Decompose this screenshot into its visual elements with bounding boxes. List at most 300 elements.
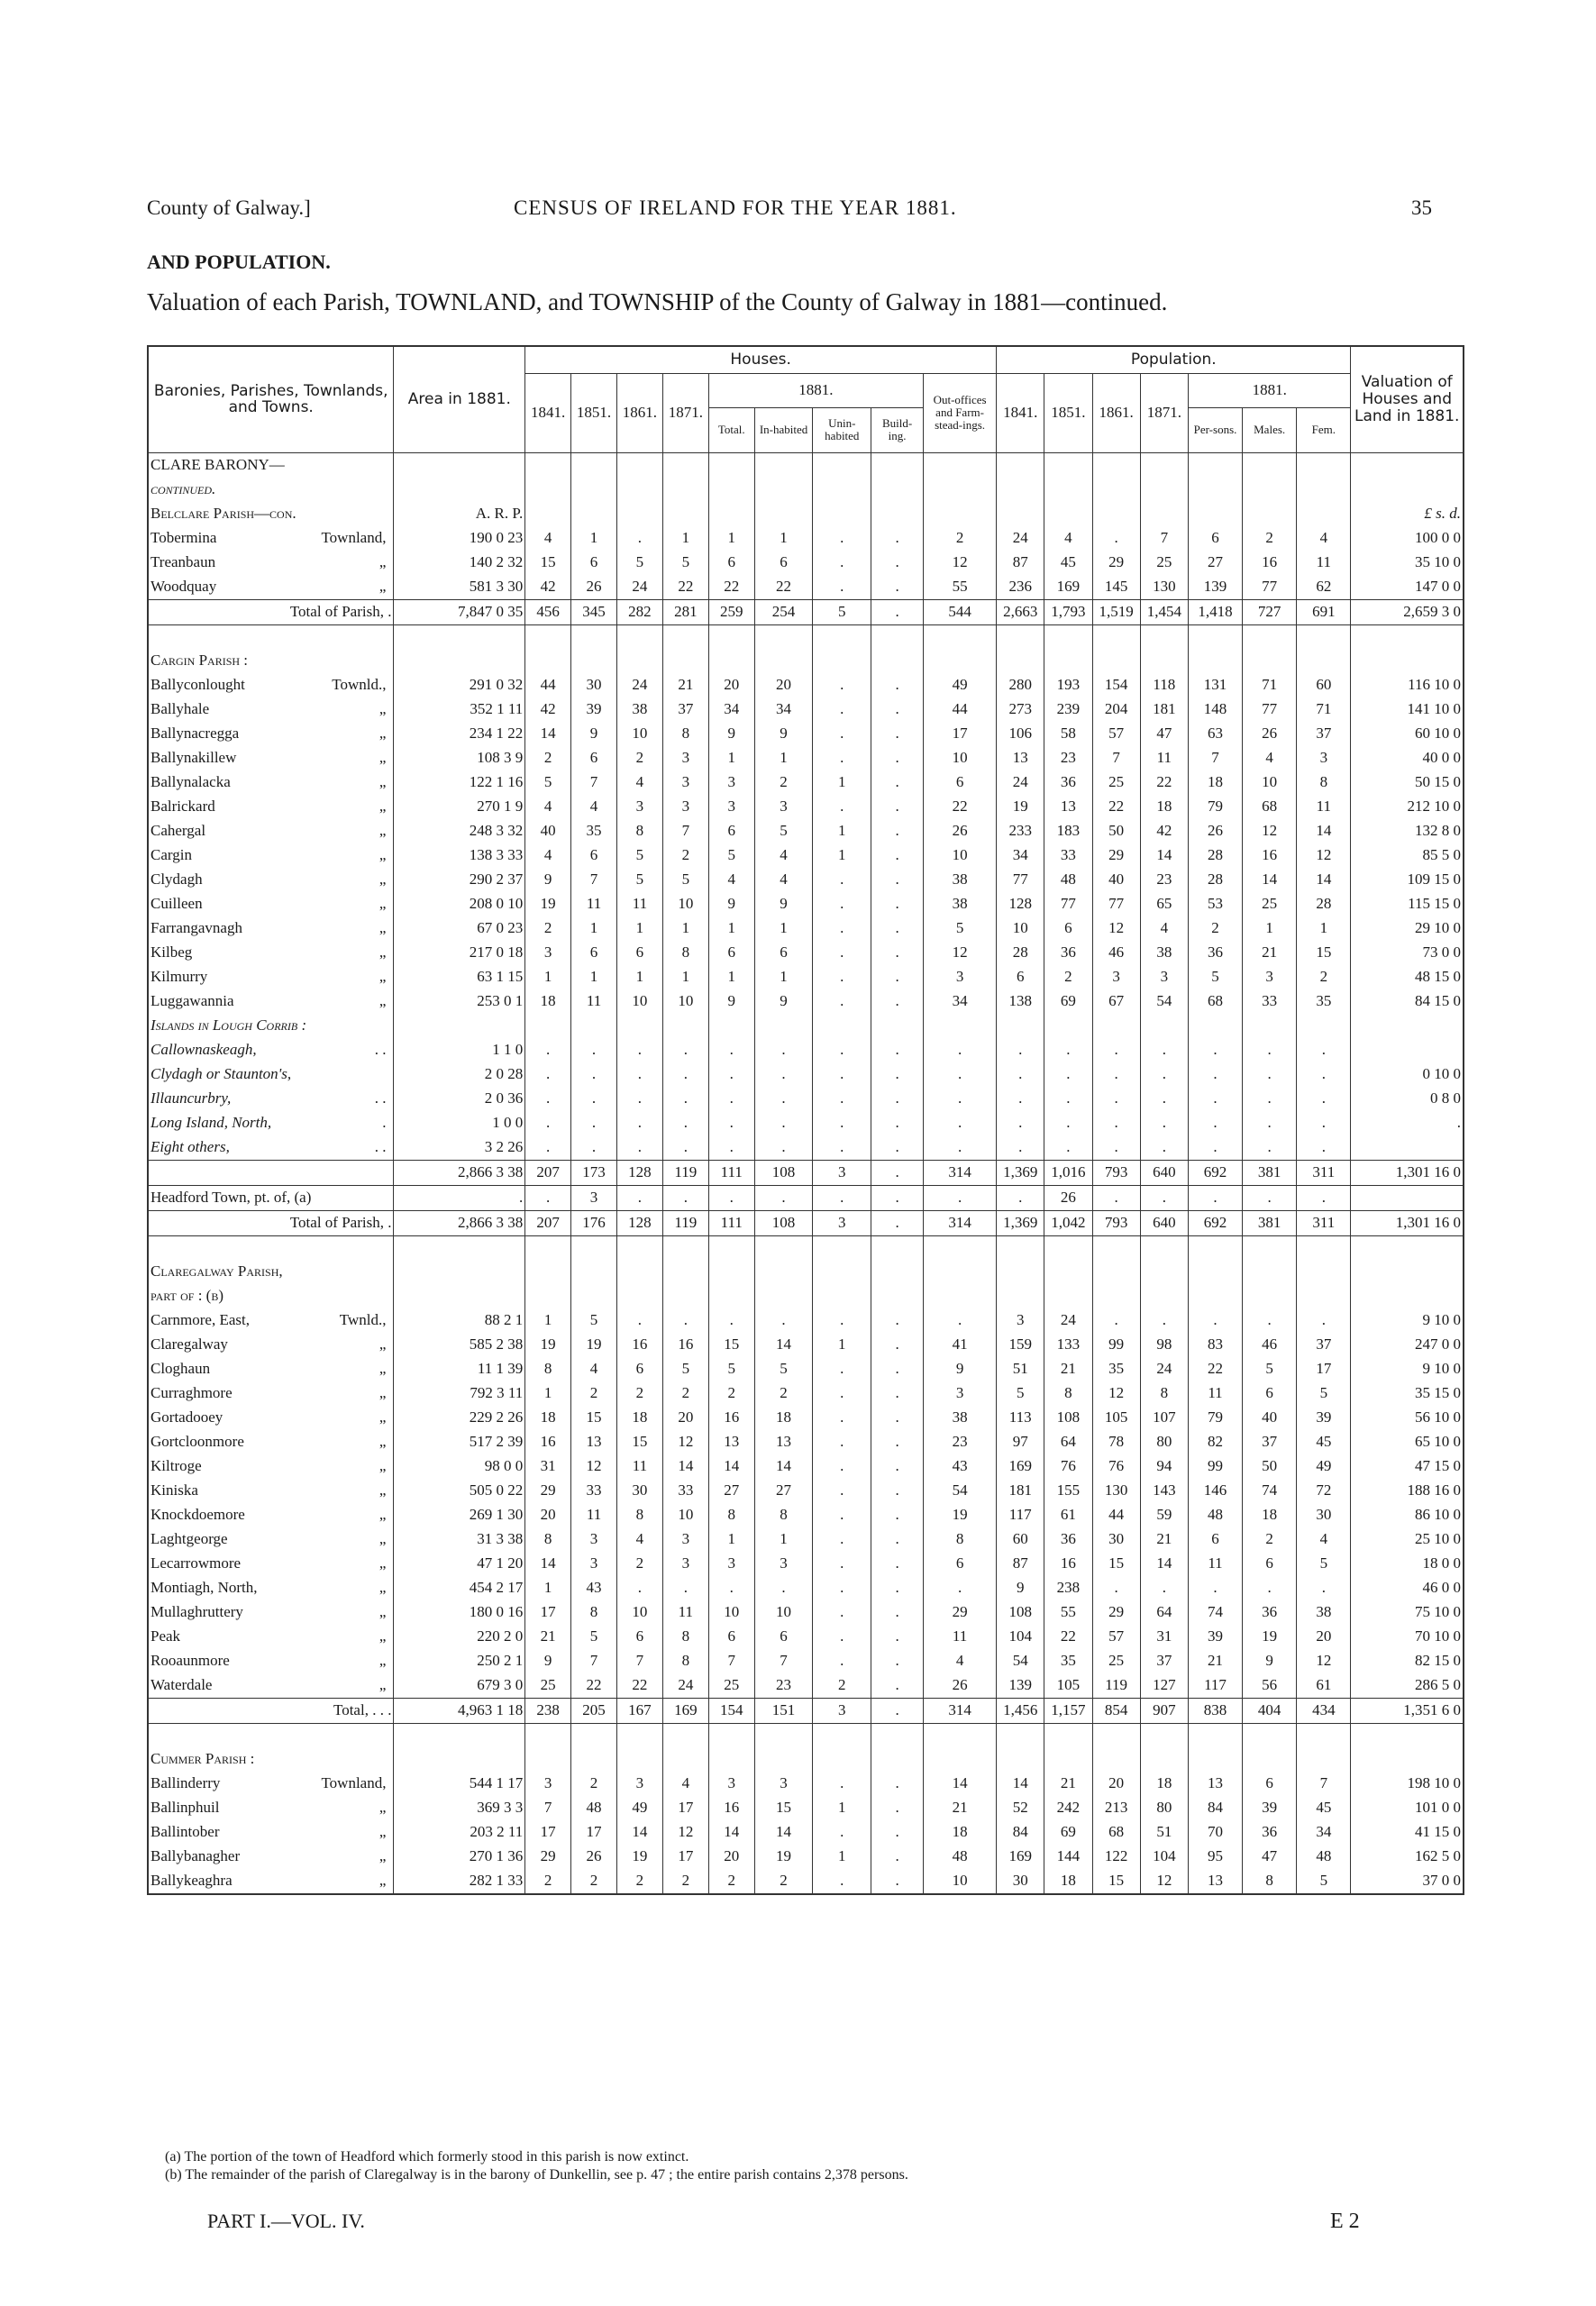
valuation-cell: 162 5 0: [1351, 1845, 1464, 1869]
data-cell: 29: [1092, 551, 1140, 575]
table-row: [148, 1479, 1464, 1503]
data-cell: 3: [813, 1698, 871, 1723]
area-cell: 47 1 20: [394, 1552, 525, 1576]
data-cell: 6: [754, 941, 813, 965]
data-cell: 1: [813, 770, 871, 795]
data-cell: 1: [616, 916, 662, 941]
data-cell: 3: [571, 1527, 617, 1552]
data-cell: 11: [1188, 1552, 1242, 1576]
data-cell: 13: [997, 746, 1044, 770]
data-cell: 9: [708, 722, 754, 746]
data-cell: 14: [924, 1772, 997, 1796]
data-cell: 1,793: [1044, 599, 1092, 624]
data-cell: .: [1297, 1062, 1351, 1087]
data-cell: 456: [525, 599, 571, 624]
data-cell: .: [1243, 1576, 1297, 1600]
empty-cell: [1243, 502, 1297, 526]
empty-cell: [1140, 1723, 1188, 1747]
valuation-cell: 0 8 0: [1351, 1087, 1464, 1111]
data-cell: .: [1092, 1185, 1140, 1210]
total-row: [148, 599, 1464, 624]
data-cell: 4: [1243, 746, 1297, 770]
empty-cell: [924, 1235, 997, 1260]
data-cell: 40: [525, 819, 571, 843]
total-row: [148, 1698, 1464, 1723]
data-cell: 3: [662, 1527, 708, 1552]
data-cell: .: [871, 1308, 924, 1333]
data-cell: 29: [525, 1845, 571, 1869]
data-cell: 280: [997, 673, 1044, 697]
area-cell: 122 1 16: [394, 770, 525, 795]
data-cell: 12: [662, 1430, 708, 1454]
place-name: Ballintober: [150, 1823, 220, 1840]
data-cell: .: [871, 526, 924, 551]
data-cell: 8: [662, 1625, 708, 1649]
data-cell: 23: [1044, 746, 1092, 770]
data-cell: .: [1188, 1111, 1242, 1135]
empty-cell: [997, 1284, 1044, 1308]
data-cell: 38: [1140, 941, 1188, 965]
data-cell: 169: [997, 1454, 1044, 1479]
row-label: [148, 1772, 394, 1796]
empty-cell: [813, 1284, 871, 1308]
area-cell: 585 2 38: [394, 1333, 525, 1357]
area-cell: 544 1 17: [394, 1772, 525, 1796]
row-label: [148, 1479, 394, 1503]
data-cell: 50: [1092, 819, 1140, 843]
data-cell: 26: [1243, 722, 1297, 746]
empty-cell: [813, 624, 871, 649]
data-cell: 6: [1188, 526, 1242, 551]
data-cell: 6: [754, 1625, 813, 1649]
empty-cell: [924, 1723, 997, 1747]
data-cell: .: [1297, 1576, 1351, 1600]
data-cell: .: [708, 1185, 754, 1210]
row-label: [148, 1503, 394, 1527]
data-cell: .: [1297, 1308, 1351, 1333]
census-title: CENSUS OF IRELAND FOR THE YEAR 1881.: [514, 196, 957, 219]
row-label: [148, 1698, 394, 1723]
empty-cell: [997, 1014, 1044, 1038]
empty-cell: [1092, 1284, 1140, 1308]
data-cell: .: [871, 551, 924, 575]
data-cell: 9: [571, 722, 617, 746]
data-cell: 14: [1140, 1552, 1188, 1576]
data-cell: 98: [1140, 1333, 1188, 1357]
col-building: Build-ing.: [871, 407, 924, 452]
area-units: [394, 1260, 525, 1284]
data-cell: .: [1188, 1308, 1242, 1333]
data-cell: 1: [662, 916, 708, 941]
data-cell: 6: [571, 551, 617, 575]
data-cell: 117: [997, 1503, 1044, 1527]
empty-cell: [616, 502, 662, 526]
area-cell: 217 0 18: [394, 941, 525, 965]
data-cell: 3: [525, 941, 571, 965]
col-males: Males.: [1243, 407, 1297, 452]
place-type: „: [378, 822, 387, 839]
data-cell: 127: [1140, 1673, 1188, 1699]
data-cell: 159: [997, 1333, 1044, 1357]
data-cell: 118: [1140, 673, 1188, 697]
data-cell: .: [754, 1135, 813, 1161]
area-cell: 2 0 28: [394, 1062, 525, 1087]
data-cell: 119: [1092, 1673, 1140, 1699]
footnote-a: (a) The portion of the town of Headford which formerly stood in this parish is now extinct.: [165, 2149, 689, 2165]
data-cell: 259: [708, 599, 754, 624]
data-cell: 7: [525, 1796, 571, 1820]
row-label: [148, 795, 394, 819]
place-type: „: [378, 798, 387, 815]
empty-cell: [1140, 649, 1188, 673]
data-cell: 45: [1297, 1796, 1351, 1820]
data-cell: 74: [1188, 1600, 1242, 1625]
row-label: [148, 1381, 394, 1406]
data-cell: 692: [1188, 1160, 1242, 1185]
data-cell: 19: [1243, 1625, 1297, 1649]
valuation-cell: 85 5 0: [1351, 843, 1464, 868]
valuation-units: [1351, 1284, 1464, 1308]
data-cell: 17: [1297, 1357, 1351, 1381]
data-cell: 21: [662, 673, 708, 697]
data-cell: 22: [1092, 795, 1140, 819]
area-cell: 1 1 0: [394, 1038, 525, 1062]
area-cell: 203 2 11: [394, 1820, 525, 1845]
empty-cell: [662, 1260, 708, 1284]
data-cell: 15: [525, 551, 571, 575]
data-cell: 77: [1044, 892, 1092, 916]
data-cell: 99: [1188, 1454, 1242, 1479]
data-cell: 143: [1140, 1479, 1188, 1503]
data-cell: 8: [571, 1600, 617, 1625]
data-cell: 5: [1297, 1552, 1351, 1576]
data-cell: 3: [662, 746, 708, 770]
empty-cell: [754, 649, 813, 673]
area-cell: 229 2 26: [394, 1406, 525, 1430]
data-cell: 23: [1140, 868, 1188, 892]
data-cell: .: [1140, 1135, 1188, 1161]
data-cell: 2: [571, 1381, 617, 1406]
data-cell: .: [871, 1135, 924, 1161]
data-cell: 1: [813, 843, 871, 868]
empty-cell: [813, 1260, 871, 1284]
valuation-cell: 132 8 0: [1351, 819, 1464, 843]
data-cell: 3: [813, 1160, 871, 1185]
empty-cell: [997, 1723, 1044, 1747]
data-cell: 99: [1092, 1333, 1140, 1357]
data-cell: 34: [1297, 1820, 1351, 1845]
data-cell: 30: [1092, 1527, 1140, 1552]
place-type: „: [378, 1579, 387, 1596]
section-label: continued.: [148, 478, 394, 502]
data-cell: 84: [1188, 1796, 1242, 1820]
table-row: [148, 1308, 1464, 1333]
empty-cell: [662, 649, 708, 673]
table-row: [148, 1284, 1464, 1308]
empty-cell: [616, 1260, 662, 1284]
data-cell: .: [924, 1087, 997, 1111]
valuation-units: [1351, 1014, 1464, 1038]
empty-cell: [148, 1723, 394, 1747]
data-cell: 144: [1044, 1845, 1092, 1869]
place-type: „: [378, 1652, 387, 1669]
table-row: [148, 1820, 1464, 1845]
data-cell: .: [871, 1210, 924, 1235]
data-cell: 10: [997, 916, 1044, 941]
data-cell: .: [813, 1357, 871, 1381]
data-cell: 3: [616, 1772, 662, 1796]
data-cell: 55: [1044, 1600, 1092, 1625]
data-cell: .: [924, 1185, 997, 1210]
data-cell: 14: [1243, 868, 1297, 892]
data-cell: .: [813, 1038, 871, 1062]
empty-cell: [1188, 1723, 1242, 1747]
place-type: „: [378, 919, 387, 936]
area-cell: 88 2 1: [394, 1308, 525, 1333]
data-cell: 8: [1140, 1381, 1188, 1406]
data-cell: 30: [997, 1869, 1044, 1894]
empty-cell: [1351, 1723, 1464, 1747]
data-cell: 49: [616, 1796, 662, 1820]
empty-cell: [754, 624, 813, 649]
empty-cell: [1044, 452, 1092, 478]
data-cell: .: [1243, 1111, 1297, 1135]
area-cell: 253 0 1: [394, 989, 525, 1014]
data-cell: .: [813, 1135, 871, 1161]
area-cell: 291 0 32: [394, 673, 525, 697]
data-cell: 26: [924, 1673, 997, 1699]
empty-cell: [1044, 1284, 1092, 1308]
data-cell: .: [871, 916, 924, 941]
empty-cell: [708, 649, 754, 673]
place-name: Ballyhale: [150, 700, 210, 717]
data-cell: .: [1297, 1111, 1351, 1135]
row-label: [148, 1576, 394, 1600]
data-cell: 727: [1243, 599, 1297, 624]
valuation-cell: 37 0 0: [1351, 1869, 1464, 1894]
empty-cell: [924, 452, 997, 478]
data-cell: 907: [1140, 1698, 1188, 1723]
data-cell: 5: [571, 1625, 617, 1649]
data-cell: .: [871, 1062, 924, 1087]
table-row: [148, 819, 1464, 843]
data-cell: 49: [1297, 1454, 1351, 1479]
col-fem: Fem.: [1297, 407, 1351, 452]
data-cell: 14: [616, 1820, 662, 1845]
row-label: [148, 599, 394, 624]
data-cell: 145: [1092, 575, 1140, 600]
empty-cell: [1188, 1260, 1242, 1284]
data-cell: 61: [1297, 1673, 1351, 1699]
empty-cell: [754, 1235, 813, 1260]
data-cell: 5: [708, 1357, 754, 1381]
data-cell: 28: [1188, 843, 1242, 868]
data-cell: 48: [1044, 868, 1092, 892]
place-type: „: [378, 1847, 387, 1864]
empty-cell: [1297, 478, 1351, 502]
data-cell: .: [662, 1185, 708, 1210]
data-cell: 2: [662, 1381, 708, 1406]
data-cell: 2: [525, 916, 571, 941]
data-cell: .: [997, 1135, 1044, 1161]
data-cell: .: [813, 1308, 871, 1333]
data-cell: 57: [1092, 722, 1140, 746]
empty-cell: [813, 502, 871, 526]
data-cell: 49: [924, 673, 997, 697]
valuation-cell: 50 15 0: [1351, 770, 1464, 795]
data-cell: 76: [1044, 1454, 1092, 1479]
data-cell: 50: [1243, 1454, 1297, 1479]
empty-cell: [871, 649, 924, 673]
place-name: Peak: [150, 1627, 181, 1645]
data-cell: 148: [1188, 697, 1242, 722]
data-cell: 31: [1140, 1625, 1188, 1649]
row-label: [148, 1673, 394, 1699]
place-name: Tobermina: [150, 529, 217, 546]
data-cell: .: [813, 1087, 871, 1111]
valuation-cell: 0 10 0: [1351, 1062, 1464, 1087]
data-cell: 12: [924, 551, 997, 575]
data-cell: 10: [662, 1503, 708, 1527]
data-cell: 8: [525, 1357, 571, 1381]
data-cell: 68: [1188, 989, 1242, 1014]
data-cell: 1: [525, 965, 571, 989]
data-cell: .: [616, 1308, 662, 1333]
data-cell: 41: [924, 1333, 997, 1357]
table-row: [148, 1673, 1464, 1699]
data-cell: 8: [1297, 770, 1351, 795]
place-type: Townld.,: [332, 676, 387, 693]
data-cell: .: [813, 1820, 871, 1845]
data-cell: 71: [1297, 697, 1351, 722]
valuation-cell: 82 15 0: [1351, 1649, 1464, 1673]
data-cell: 48: [924, 1845, 997, 1869]
data-cell: 238: [525, 1698, 571, 1723]
data-cell: .: [871, 1357, 924, 1381]
data-cell: .: [1243, 1308, 1297, 1333]
data-cell: 6: [571, 941, 617, 965]
data-cell: 5: [571, 1308, 617, 1333]
area-cell: 270 1 36: [394, 1845, 525, 1869]
data-cell: .: [616, 1111, 662, 1135]
place-name: Long Island, North,: [150, 1114, 272, 1131]
data-cell: 44: [525, 673, 571, 697]
data-cell: .: [525, 1038, 571, 1062]
data-cell: .: [662, 1308, 708, 1333]
data-cell: 5: [924, 916, 997, 941]
valuation-cell: 286 5 0: [1351, 1673, 1464, 1699]
place-name: Cloghaun: [150, 1360, 211, 1377]
data-cell: 37: [1297, 722, 1351, 746]
section-label: CLARE BARONY—: [148, 452, 394, 478]
data-cell: 2: [754, 770, 813, 795]
empty-cell: [871, 1260, 924, 1284]
data-cell: 9: [754, 722, 813, 746]
row-label: [148, 868, 394, 892]
data-cell: 3: [662, 795, 708, 819]
table-row: [148, 892, 1464, 916]
data-cell: .: [1297, 1135, 1351, 1161]
data-cell: 7: [1297, 1772, 1351, 1796]
empty-cell: [394, 1235, 525, 1260]
data-cell: 70: [1188, 1820, 1242, 1845]
empty-cell: [1092, 624, 1140, 649]
empty-cell: [662, 1284, 708, 1308]
data-cell: 5: [616, 843, 662, 868]
empty-cell: [571, 1014, 617, 1038]
data-cell: 2: [616, 746, 662, 770]
data-cell: .: [871, 1160, 924, 1185]
place-name: Eight others,: [150, 1138, 230, 1155]
table-row: [148, 1845, 1464, 1869]
place-type: „: [378, 773, 387, 790]
data-cell: 5: [754, 1357, 813, 1381]
data-cell: 2: [924, 526, 997, 551]
valuation-cell: 29 10 0: [1351, 916, 1464, 941]
empty-cell: [1188, 1284, 1242, 1308]
empty-cell: [616, 1723, 662, 1747]
valuation-cell: 116 10 0: [1351, 673, 1464, 697]
data-cell: 6: [924, 770, 997, 795]
data-cell: 26: [571, 575, 617, 600]
valuation-cell: 46 0 0: [1351, 1576, 1464, 1600]
empty-cell: [616, 478, 662, 502]
place-name: Farrangavnagh: [150, 919, 242, 936]
data-cell: 2: [754, 1381, 813, 1406]
empty-cell: [662, 624, 708, 649]
data-cell: 24: [1140, 1357, 1188, 1381]
data-cell: .: [525, 1062, 571, 1087]
col-outoffices: Out-offices and Farm-stead-ings.: [924, 373, 997, 452]
data-cell: .: [1188, 1185, 1242, 1210]
data-cell: 18: [754, 1406, 813, 1430]
data-cell: .: [754, 1087, 813, 1111]
data-cell: 119: [662, 1210, 708, 1235]
empty-cell: [924, 1284, 997, 1308]
data-cell: 71: [1243, 673, 1297, 697]
place-name: Kiltroge: [150, 1457, 202, 1474]
empty-cell: [1044, 1747, 1092, 1772]
empty-cell: [616, 1747, 662, 1772]
data-cell: 10: [924, 746, 997, 770]
data-cell: 22: [571, 1673, 617, 1699]
data-cell: 45: [1044, 551, 1092, 575]
data-cell: 311: [1297, 1160, 1351, 1185]
data-cell: 7: [571, 770, 617, 795]
data-cell: .: [1140, 1185, 1188, 1210]
col-baronies: Baronies, Parishes, Townlands, and Towns.: [148, 346, 394, 452]
data-cell: 27: [754, 1479, 813, 1503]
data-cell: .: [1044, 1062, 1092, 1087]
data-cell: 2: [525, 1869, 571, 1894]
table-row: [148, 575, 1464, 600]
col-uninhabited: Unin-habited: [813, 407, 871, 452]
data-cell: 21: [1140, 1527, 1188, 1552]
data-cell: 22: [924, 795, 997, 819]
data-cell: 16: [1044, 1552, 1092, 1576]
data-cell: 2: [525, 746, 571, 770]
place-type: „: [378, 992, 387, 1009]
data-cell: 10: [708, 1600, 754, 1625]
data-cell: 3: [1297, 746, 1351, 770]
area-cell: 67 0 23: [394, 916, 525, 941]
valuation-cell: 56 10 0: [1351, 1406, 1464, 1430]
data-cell: 18: [1140, 795, 1188, 819]
data-cell: 128: [997, 892, 1044, 916]
empty-cell: [525, 1235, 571, 1260]
valuation-cell: 212 10 0: [1351, 795, 1464, 819]
data-cell: .: [813, 1649, 871, 1673]
